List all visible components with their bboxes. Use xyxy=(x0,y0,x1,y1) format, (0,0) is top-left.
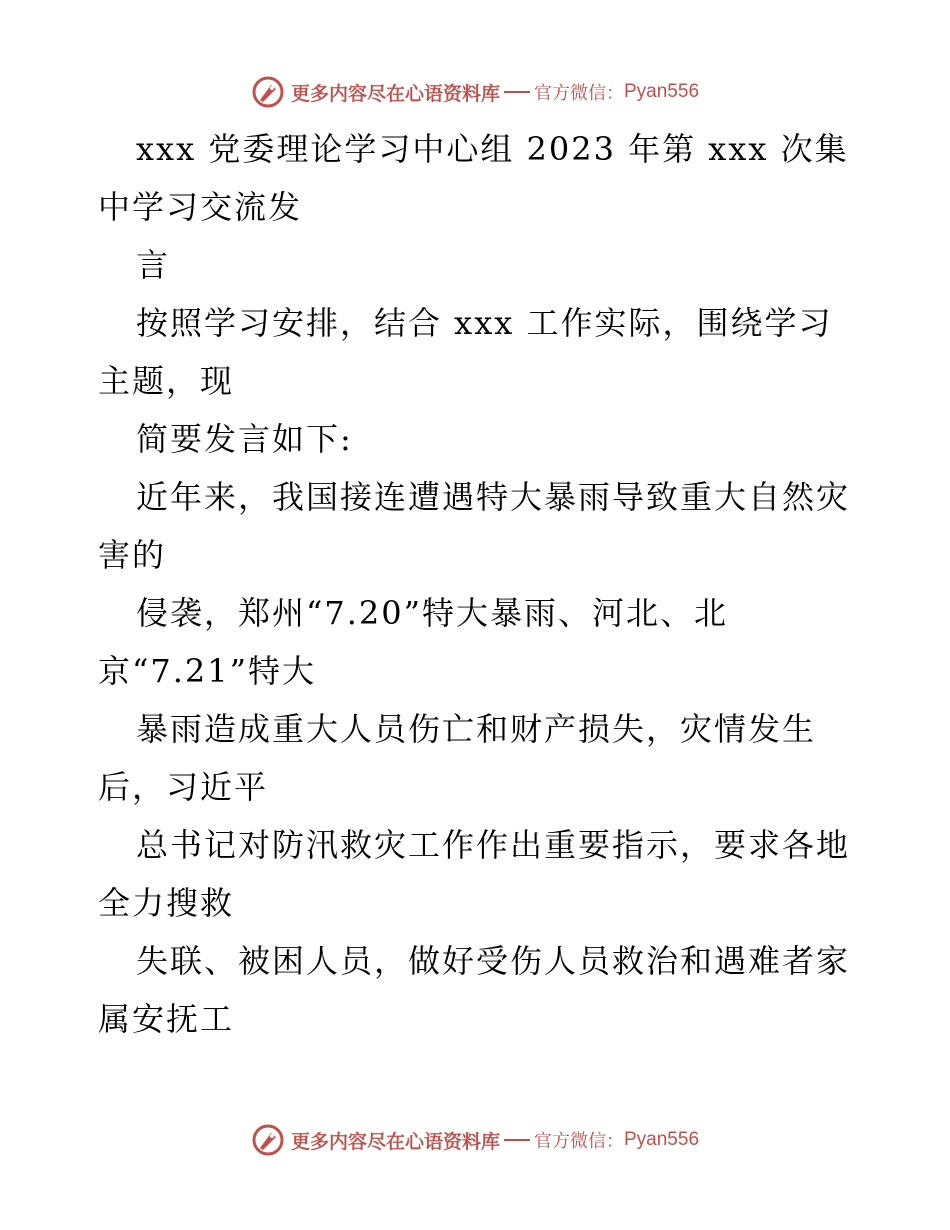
paragraph-line: 总书记对防汛救灾工作作出重要指示，要求各地 xyxy=(136,826,851,864)
paragraph-line: 侵袭，郑州“7.20”特大暴雨、河北、北 xyxy=(136,594,728,632)
watermark-dash xyxy=(504,1139,530,1141)
footer-watermark xyxy=(0,1120,950,1160)
paragraph-line: 按照学习安排，结合 xxx 工作实际，围绕学习 xyxy=(136,304,833,342)
paragraph-line: 害的 xyxy=(98,536,167,574)
paragraph-line: 全力搜救 xyxy=(98,884,235,922)
watermark-label: 官方微信： xyxy=(534,1131,624,1152)
title-line-3: 言 xyxy=(136,246,171,284)
document-body xyxy=(98,120,858,1048)
watermark-label: 官方微信： xyxy=(534,83,624,104)
title-line-2: 中学习交流发 xyxy=(98,188,303,226)
paragraph-line: 属安抚工 xyxy=(98,1000,235,1038)
paragraph-line: 后，习近平 xyxy=(98,768,269,806)
paragraph-line: 近年来，我国接连遭遇特大暴雨导致重大自然灾 xyxy=(136,478,851,516)
watermark-main-text: 更多内容尽在心语资料库 xyxy=(290,1130,500,1153)
paragraph-line: 京“7.21”特大 xyxy=(98,652,316,690)
paragraph-line: 主题，现 xyxy=(98,362,235,400)
paragraph-line: 暴雨造成重大人员伤亡和财产损失，灾情发生 xyxy=(136,710,817,748)
pen-nib-logo-icon xyxy=(251,1123,285,1157)
pen-nib-logo-icon xyxy=(251,75,285,109)
paragraph-line: 简要发言如下: xyxy=(136,420,353,458)
watermark-id: Pyan556 xyxy=(624,81,700,102)
watermark-dash xyxy=(504,91,530,93)
title-line-1: xxx 党委理论学习中心组 2023 年第 xxx 次集 xyxy=(136,130,849,168)
watermark-id: Pyan556 xyxy=(624,1129,700,1150)
paragraph-line: 失联、被困人员，做好受伤人员救治和遇难者家 xyxy=(136,942,851,980)
watermark-main-text: 更多内容尽在心语资料库 xyxy=(290,82,500,105)
header-watermark xyxy=(0,72,950,112)
